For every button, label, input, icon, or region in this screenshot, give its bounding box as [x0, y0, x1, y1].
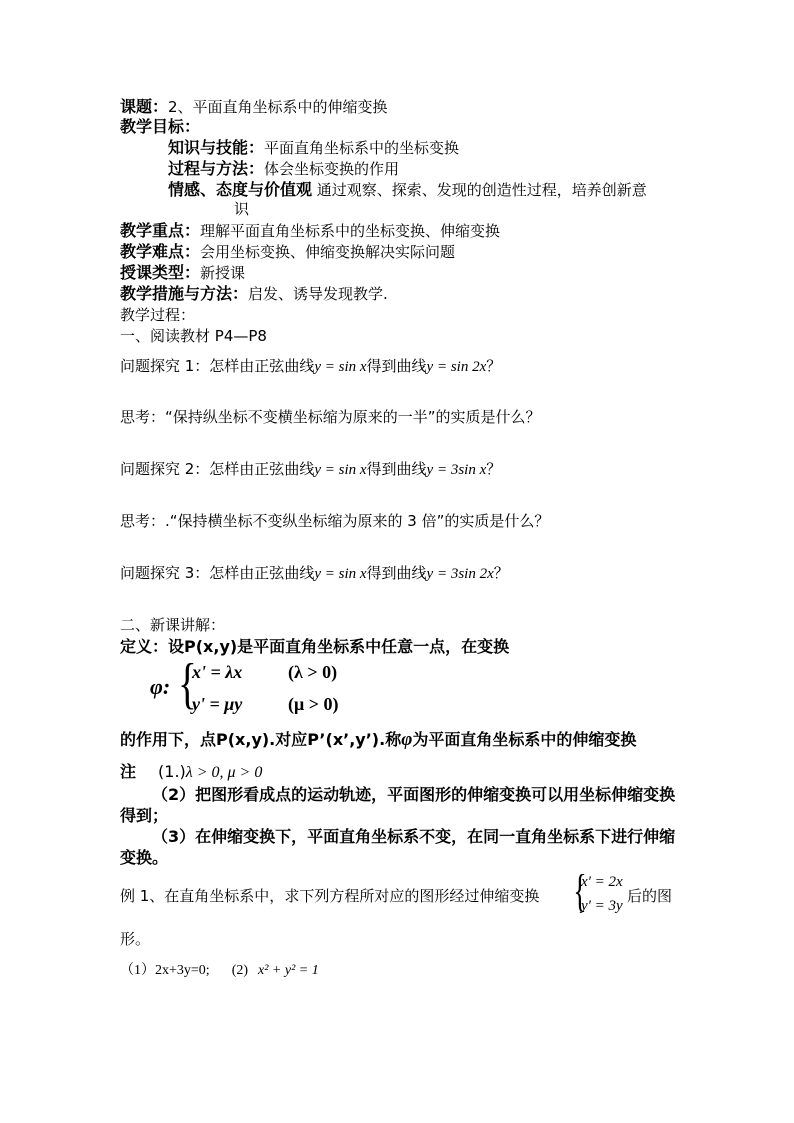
goal1-label: 知识与技能：	[168, 138, 265, 157]
part2-heading: 二、新课讲解：	[120, 616, 226, 634]
type-text: 新授课	[200, 264, 246, 282]
diff-text: 会用坐标变换、伸缩变换解决实际问题	[200, 243, 456, 261]
transform-system	[150, 653, 370, 720]
think-1: 思考：“保持纵坐标不变横坐标缩为原来的一半”的实质是什么？	[120, 408, 541, 426]
type-label: 授课类型：	[120, 263, 201, 282]
math-eq: y = sin 2x	[426, 359, 487, 375]
question-2: 问题探究 2：怎样由正弦曲线y = sin x得到曲线y = 3sin x？	[120, 460, 502, 478]
diff-label: 教学难点：	[120, 242, 201, 261]
part1-heading: 一、阅读教材 P4—P8	[120, 327, 267, 345]
definition-line: 定义：设P(x,y)是平面直角坐标系中任意一点，在变换	[120, 637, 510, 656]
goals-heading	[120, 117, 200, 137]
definition-after: 的作用下，点P(x,y).对应P’(x’,y’).称φ为平面直角坐标系中的伸缩变换	[120, 729, 637, 750]
goal-attitude	[168, 180, 647, 200]
title-label: 课题：	[120, 97, 169, 116]
phi-inline: φ	[401, 729, 413, 750]
system-cond-2: (μ > 0)	[288, 694, 339, 714]
example-item-2-math: x² + y² = 1	[258, 963, 319, 978]
lesson-type-line	[120, 263, 245, 283]
title-line	[120, 97, 388, 117]
example-brace: {	[573, 865, 587, 916]
note-line-2: （2）把图形看成点的运动轨迹，平面图形的伸缩变换可以用坐标伸缩变换	[152, 785, 676, 804]
method-line	[120, 284, 388, 304]
method-label: 教学措施与方法：	[120, 284, 249, 303]
question-1: 问题探究 1：怎样由正弦曲线y = sin x得到曲线y = sin 2x？	[120, 357, 502, 375]
key-text: 理解平面直角坐标系中的坐标变换、伸缩变换	[200, 222, 501, 240]
example-line-cont: 形。	[120, 930, 151, 948]
note-label: 注	[120, 762, 137, 781]
title-text: 2、平面直角坐标系中的伸缩变换	[168, 98, 388, 116]
key-label: 教学重点：	[120, 221, 201, 240]
goal3-text: 通过观察、探索、发现的创造性过程，培养创新意	[312, 181, 647, 199]
goal3-label: 情感、态度与价值观	[168, 180, 313, 199]
example-line-end: 后的图	[627, 887, 673, 905]
math-eq: y = sin x	[314, 359, 367, 375]
goal-attitude-cont: 识	[234, 200, 250, 218]
system-row-1: x' = λx	[192, 662, 243, 682]
goal-knowledge	[168, 138, 459, 158]
example-item-1: （1）2x+3y=0;	[120, 963, 210, 978]
math-eq: y = sin x	[314, 566, 367, 582]
left-brace: {	[178, 653, 197, 715]
math-eq: y = sin x	[314, 462, 367, 478]
system-row-2: y' = μy	[192, 694, 243, 714]
phi-symbol: φ:	[150, 674, 171, 699]
goal2-label: 过程与方法：	[168, 159, 265, 178]
difficulty-line	[120, 242, 455, 262]
system-cond-1: (λ > 0)	[288, 662, 338, 682]
goals-label: 教学目标：	[120, 117, 201, 136]
goal-process	[168, 159, 399, 179]
example-line: 例 1、在直角坐标系中，求下列方程所对应的图形经过伸缩变换	[120, 887, 540, 905]
key-point-line	[120, 221, 500, 241]
example-items	[120, 960, 319, 981]
method-text: 启发、诱导发现教学.	[248, 285, 388, 303]
note-line-1	[120, 762, 262, 783]
goal2-text: 体会坐标变换的作用	[264, 160, 400, 178]
note-line-3: （3）在伸缩变换下，平面直角坐标系不变，在同一直角坐标系下进行伸缩	[152, 827, 676, 846]
math-eq: y = 3sin 2x	[426, 566, 494, 582]
note1-number: (1.)	[158, 762, 186, 781]
note1-math: λ > 0, μ > 0	[185, 764, 263, 781]
example-row-2: y' = 3y	[581, 898, 623, 914]
question-3: 问题探究 3：怎样由正弦曲线y = sin x得到曲线y = 3sin 2x？	[120, 564, 509, 582]
example-item-2-number: (2)	[231, 963, 249, 978]
process-heading: 教学过程：	[120, 306, 196, 324]
think-2: 思考：.“保持横坐标不变纵坐标缩为原来的 3 倍”的实质是什么？	[120, 512, 550, 530]
example-row-1: x' = 2x	[581, 874, 623, 890]
math-eq: y = 3sin x	[426, 462, 487, 478]
goal1-text: 平面直角坐标系中的坐标变换	[264, 139, 460, 157]
note-line-3-cont: 变换。	[120, 848, 169, 867]
note-line-2-cont: 得到；	[120, 806, 169, 825]
